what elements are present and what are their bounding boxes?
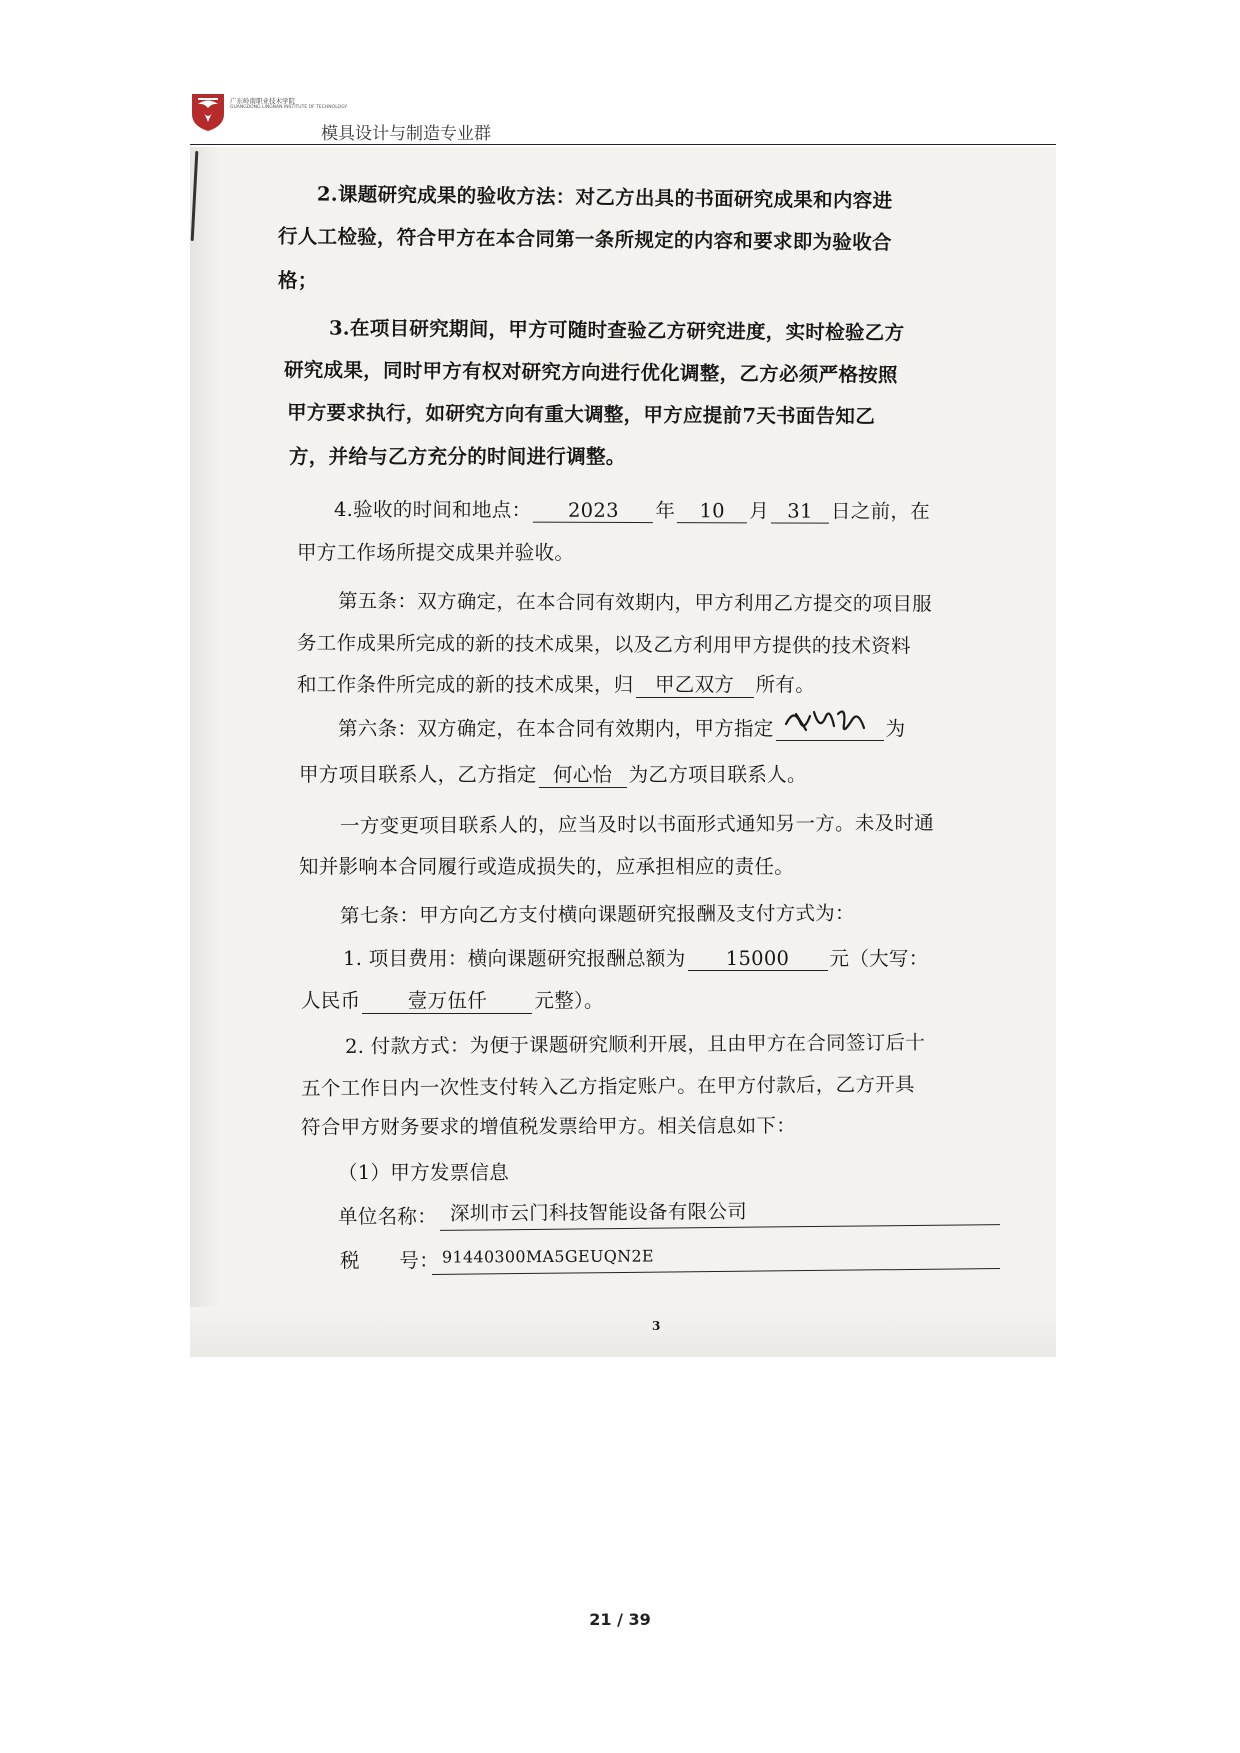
- text-line: 方，并给与乙方充分的时间进行调整。: [289, 445, 626, 468]
- amount-cn-field: 壹万伍仟: [362, 985, 532, 1014]
- invoice-info-heading: （1）甲方发票信息: [338, 1161, 510, 1184]
- text-fragment: 甲方项目联系人，乙方指定: [299, 763, 537, 786]
- text-fragment: 年: [655, 499, 676, 523]
- text-line: 格；: [278, 269, 318, 292]
- contact-b-field: 何心怡: [539, 759, 627, 788]
- text-fragment: 月: [749, 499, 770, 523]
- text-fragment: 4.验收的时间和地点：: [333, 497, 532, 522]
- text-fragment: 为: [885, 717, 906, 740]
- clause-acceptance-time: [334, 494, 930, 524]
- text-line: 研究成果，同时甲方有权对研究方向进行优化调整，乙方必须严格按照: [283, 358, 898, 387]
- text-fragment: 1. 项目费用：横向课题研究报酬总额为: [343, 947, 686, 970]
- text-fragment: 为乙方项目联系人。: [628, 763, 807, 786]
- article-six: [338, 713, 905, 741]
- handwritten-signature: [780, 702, 876, 742]
- day-field: 31: [771, 499, 829, 523]
- article-five: 第五条：双方确定，在本合同有效期内，甲方利用乙方提交的项目服: [337, 589, 933, 616]
- scan-shadow-edge: [190, 147, 220, 1357]
- text-fragment: 人民币: [301, 989, 361, 1012]
- month-field: 10: [677, 499, 747, 523]
- text-fragment: 日之前，在: [830, 499, 931, 524]
- text-line: 符合甲方财务要求的增值税发票给甲方。相关信息如下：: [300, 1114, 797, 1139]
- text-fragment: 元（大写：: [829, 947, 929, 970]
- article-seven: 第七条：甲方向乙方支付横向课题研究报酬及支付方式为：: [339, 901, 855, 928]
- contact-line: [299, 759, 807, 788]
- group-name: 模具设计与制造专业群: [321, 124, 491, 144]
- contact-a-signature-field: [776, 718, 884, 741]
- payment-method: 2. 付款方式：为便于课题研究顺利开展，且由甲方在合同签订后十: [344, 1030, 926, 1059]
- year-field: 2023: [533, 499, 653, 523]
- text-fragment: 元整）。: [534, 989, 604, 1012]
- project-fee-line: [343, 943, 929, 971]
- clause-acceptance-method: 2.课题研究成果的验收方法：对乙方出具的书面研究成果和内容进: [316, 182, 893, 213]
- page-indicator: 21 / 39: [589, 1610, 651, 1629]
- amount-field: 15000: [688, 947, 828, 971]
- scanned-contract-page: [190, 147, 1056, 1357]
- page-header: [190, 88, 1056, 145]
- text-line: 知并影响本合同履行或造成损失的，应承担相应的责任。: [299, 855, 795, 878]
- text-line: 甲方要求执行，如研究方向有重大调整，甲方应提前7天书面告知乙: [286, 400, 876, 429]
- company-name-value: 深圳市云门科技智能设备有限公司: [449, 1199, 748, 1226]
- text-fragment: 所有。: [755, 673, 816, 696]
- clause-research-period: 3.在项目研究期间，甲方可随时查验乙方研究进度，实时检验乙方: [328, 316, 905, 345]
- text-line: 甲方工作场所提交成果并验收。: [297, 541, 575, 564]
- amount-cn-line: [301, 985, 604, 1014]
- tax-id-value: 91440300MA5GEUQN2E: [441, 1246, 654, 1267]
- institution-name-en: GUANGDONG LINGNAN INSTITUTE OF TECHNOLOGY: [230, 105, 348, 110]
- text-line: 五个工作日内一次性支付转入乙方指定账户。在甲方付款后，乙方开具: [300, 1072, 915, 1101]
- institution-name-cn: 广东岭南职业技术学院: [230, 97, 295, 105]
- tax-id-underline: [432, 1268, 1000, 1275]
- institution-logo: [190, 92, 226, 132]
- text-fragment: 第六条：双方确定，在本合同有效期内，甲方指定: [338, 717, 774, 740]
- text-fragment: 和工作条件所完成的新的技术成果，归: [297, 673, 634, 696]
- ownership-line: [297, 669, 815, 698]
- ownership-field: 甲乙双方: [636, 669, 754, 698]
- scan-page-number: 3: [652, 1319, 661, 1333]
- text-line: 行人工检验，符合甲方在本合同第一条所规定的内容和要求即为验收合: [277, 224, 892, 255]
- tax-id-label: 税 号：: [340, 1249, 440, 1272]
- company-name-label: 单位名称：: [338, 1205, 438, 1228]
- text-line: 务工作成果所完成的新的技术成果，以及乙方利用甲方提供的技术资料: [296, 631, 911, 658]
- scan-bottom-shade: [190, 1307, 1056, 1357]
- text-line: 一方变更项目联系人的，应当及时以书面形式通知另一方。未及时通: [339, 811, 935, 838]
